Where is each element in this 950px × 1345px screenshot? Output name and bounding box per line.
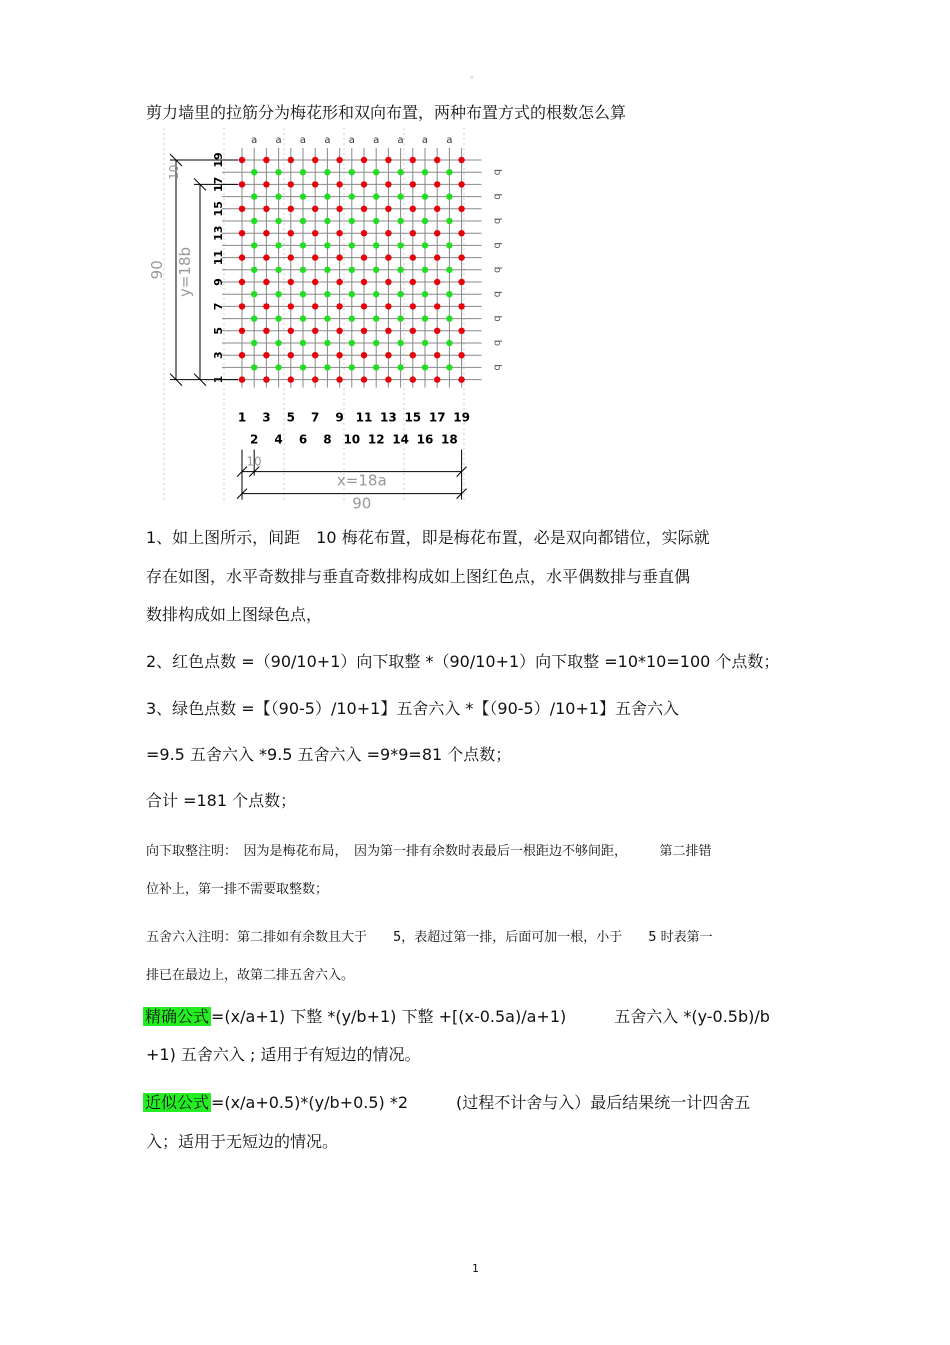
- red-tie-point: [385, 328, 391, 334]
- red-tie-point: [312, 376, 318, 382]
- red-tie-point: [336, 157, 342, 163]
- green-tie-point: [275, 267, 281, 273]
- green-tie-point: [300, 340, 306, 346]
- col-number-odd: 5: [286, 410, 295, 425]
- red-tie-point: [434, 279, 440, 285]
- green-tie-point: [446, 193, 452, 199]
- green-tie-point: [349, 315, 355, 321]
- col-number-even: 16: [416, 432, 434, 447]
- green-tie-point: [373, 267, 379, 273]
- spacing-label-a: a: [421, 135, 429, 146]
- red-tie-point: [434, 181, 440, 187]
- red-tie-point: [361, 303, 367, 309]
- red-tie-point: [361, 352, 367, 358]
- red-tie-point: [263, 279, 269, 285]
- green-tie-point: [349, 291, 355, 297]
- red-tie-point: [239, 328, 245, 334]
- row-number-label: 17: [212, 176, 225, 193]
- green-tie-point: [251, 242, 257, 248]
- red-tie-point: [434, 157, 440, 163]
- spacing-label-a: a: [251, 135, 258, 146]
- spacing-label-b: b: [491, 364, 503, 371]
- green-tie-point: [397, 169, 403, 175]
- green-tie-point: [275, 340, 281, 346]
- red-tie-point: [263, 181, 269, 187]
- page-number: 1: [472, 1262, 479, 1275]
- green-tie-point: [397, 242, 403, 248]
- green-tie-point: [446, 340, 452, 346]
- red-tie-point: [239, 157, 245, 163]
- paragraph-1-line-1: 1、如上图所示，间距 10 梅花布置，即是梅花布置，必是双向都错位，实际就: [146, 528, 710, 547]
- red-tie-point: [410, 279, 416, 285]
- red-tie-point: [336, 352, 342, 358]
- spacing-label-a: a: [373, 135, 380, 146]
- green-tie-point: [251, 169, 257, 175]
- green-tie-point: [300, 242, 306, 248]
- spacing-label-b: b: [491, 339, 503, 347]
- red-tie-point: [458, 328, 464, 334]
- red-tie-point: [410, 181, 416, 187]
- green-tie-point: [422, 291, 428, 297]
- col-number-even: 8: [323, 432, 332, 447]
- red-tie-point: [361, 157, 367, 163]
- green-tie-point: [397, 267, 403, 273]
- col-number-even: 10: [343, 432, 361, 447]
- red-tie-point: [263, 352, 269, 358]
- red-tie-point: [410, 254, 416, 260]
- green-tie-point: [324, 267, 330, 273]
- col-number-odd: 7: [311, 410, 320, 425]
- green-tie-point: [446, 242, 452, 248]
- green-tie-point: [300, 364, 306, 370]
- col-number-odd: 13: [380, 410, 397, 425]
- red-tie-point: [361, 279, 367, 285]
- red-tie-point: [312, 352, 318, 358]
- red-tie-point: [410, 206, 416, 212]
- spacing-label-b: b: [491, 193, 503, 200]
- spacing-label-b: b: [491, 291, 503, 298]
- header-mark: 。: [470, 70, 480, 81]
- exact-formula-line-2: +1) 五舍六入 ; 适用于有短边的情况。: [146, 1045, 421, 1064]
- green-tie-point: [349, 193, 355, 199]
- green-tie-point: [422, 340, 428, 346]
- green-tie-point: [373, 315, 379, 321]
- spacing-label-a: a: [446, 135, 453, 146]
- red-tie-point: [312, 254, 318, 260]
- red-tie-point: [288, 328, 294, 334]
- paragraph-2: 2、红色点数 =（90/10+1）向下取整 *（90/10+1）向下取整 =10*10=100 个点数；: [146, 652, 780, 671]
- green-tie-point: [251, 291, 257, 297]
- green-tie-point: [300, 218, 306, 224]
- red-tie-point: [312, 303, 318, 309]
- green-tie-point: [275, 242, 281, 248]
- red-tie-point: [458, 376, 464, 382]
- row-number-label: 1: [212, 375, 225, 384]
- green-tie-point: [324, 315, 330, 321]
- red-tie-point: [312, 328, 318, 334]
- red-tie-point: [263, 157, 269, 163]
- red-tie-point: [434, 376, 440, 382]
- green-tie-point: [300, 315, 306, 321]
- red-tie-point: [312, 181, 318, 187]
- green-tie-point: [324, 340, 330, 346]
- row-number-label: 13: [212, 225, 225, 241]
- red-tie-point: [288, 181, 294, 187]
- page-title: 剪力墙里的拉筋分为梅花形和双向布置，两种布置方式的根数怎么算: [146, 103, 627, 122]
- col-number-even: 4: [274, 432, 283, 447]
- red-tie-point: [263, 230, 269, 236]
- red-tie-point: [263, 303, 269, 309]
- red-tie-point: [336, 376, 342, 382]
- green-tie-point: [422, 315, 428, 321]
- exact-formula-text: =(x/a+1) 下整 *(y/b+1) 下整 +[(x-0.5a)/a+1) 五舍六入 *(y-0.5b)/b: [211, 1007, 770, 1026]
- red-tie-point: [458, 279, 464, 285]
- red-tie-point: [288, 352, 294, 358]
- green-tie-point: [422, 218, 428, 224]
- red-tie-point: [458, 181, 464, 187]
- col-number-even: 12: [367, 432, 385, 447]
- green-tie-point: [324, 364, 330, 370]
- red-tie-point: [336, 254, 342, 260]
- green-tie-point: [324, 218, 330, 224]
- green-tie-point: [349, 364, 355, 370]
- red-tie-point: [263, 206, 269, 212]
- row-number-label: 15: [212, 201, 225, 217]
- exact-formula-line-1: [143, 1005, 770, 1029]
- red-tie-point: [410, 157, 416, 163]
- green-tie-point: [373, 364, 379, 370]
- col-number-even: 18: [441, 432, 458, 447]
- row-number-label: 11: [212, 249, 225, 266]
- red-tie-point: [239, 352, 245, 358]
- paragraph-3-line-2: =9.5 五舍六入 *9.5 五舍六入 =9*9=81 个点数；: [146, 745, 512, 764]
- green-tie-point: [275, 364, 281, 370]
- green-tie-point: [373, 193, 379, 199]
- red-tie-point: [263, 376, 269, 382]
- row-number-label: 3: [212, 351, 225, 360]
- red-tie-point: [312, 157, 318, 163]
- green-tie-point: [300, 267, 306, 273]
- red-tie-point: [336, 206, 342, 212]
- paragraph-3-line-1: 3、绿色点数 =【（90-5）/10+1】五舍六入 *【（90-5）/10+1】五舍六入: [146, 699, 680, 718]
- red-tie-point: [385, 230, 391, 236]
- red-tie-point: [385, 157, 391, 163]
- green-tie-point: [275, 193, 281, 199]
- green-tie-point: [251, 340, 257, 346]
- red-tie-point: [458, 230, 464, 236]
- red-tie-point: [336, 328, 342, 334]
- red-tie-point: [385, 181, 391, 187]
- total-line: 合计 =181 个点数；: [146, 791, 297, 810]
- green-tie-point: [324, 242, 330, 248]
- spacing-label-b: b: [491, 266, 503, 273]
- dim-left-outer-label: 90: [148, 260, 166, 280]
- green-tie-point: [373, 169, 379, 175]
- red-tie-point: [361, 376, 367, 382]
- green-tie-point: [446, 218, 452, 224]
- green-tie-point: [397, 340, 403, 346]
- spacing-label-a: a: [299, 135, 307, 146]
- red-tie-point: [288, 206, 294, 212]
- red-tie-point: [361, 230, 367, 236]
- note-1-line-2: 位补上，第一排不需要取整数；: [146, 882, 329, 897]
- green-tie-point: [349, 340, 355, 346]
- green-tie-point: [300, 193, 306, 199]
- green-tie-point: [397, 291, 403, 297]
- red-tie-point: [312, 206, 318, 212]
- row-number-label: 19: [212, 152, 225, 168]
- spacing-label-a: a: [397, 135, 404, 146]
- approx-formula-line-2: 入；适用于无短边的情况。: [146, 1132, 339, 1151]
- green-tie-point: [397, 218, 403, 224]
- exact-formula-label: 精确公式: [145, 1007, 210, 1026]
- red-tie-point: [434, 206, 440, 212]
- red-tie-point: [385, 254, 391, 260]
- green-tie-point: [324, 169, 330, 175]
- col-number-odd: 1: [237, 410, 247, 425]
- spacing-label-b: b: [491, 315, 503, 322]
- red-tie-point: [239, 254, 245, 260]
- red-tie-point: [434, 230, 440, 236]
- red-tie-point: [239, 181, 245, 187]
- red-tie-point: [458, 206, 464, 212]
- green-tie-point: [275, 169, 281, 175]
- spacing-label-a: a: [275, 135, 282, 146]
- red-tie-point: [336, 181, 342, 187]
- red-tie-point: [385, 303, 391, 309]
- green-tie-point: [373, 340, 379, 346]
- spacing-label-a: a: [324, 135, 331, 146]
- col-number-even: 6: [298, 432, 308, 447]
- red-tie-point: [434, 254, 440, 260]
- green-tie-point: [324, 291, 330, 297]
- red-tie-point: [434, 352, 440, 358]
- red-tie-point: [263, 328, 269, 334]
- green-tie-point: [300, 291, 306, 297]
- red-tie-point: [288, 254, 294, 260]
- approx-formula-text: =(x/a+0.5)*(y/b+0.5) *2 (过程不计舍与入）最后结果统一计四舍五: [211, 1093, 751, 1112]
- green-tie-point: [349, 169, 355, 175]
- red-tie-point: [239, 376, 245, 382]
- green-tie-point: [275, 291, 281, 297]
- note-2-line-1: 五舍六入注明：第二排如有余数且大于 5，表超过第一排，后面可加一根，小于 5 时表第一: [146, 930, 713, 945]
- col-number-odd: 19: [453, 410, 470, 425]
- paragraph-1-line-3: 数排构成如上图绿色点，: [146, 605, 323, 624]
- dim-left-small-label: 10: [167, 164, 181, 180]
- row-number-label: 7: [212, 302, 225, 311]
- red-tie-point: [434, 328, 440, 334]
- spacing-label-b: b: [491, 169, 503, 176]
- green-tie-point: [422, 193, 428, 199]
- red-tie-point: [458, 303, 464, 309]
- col-number-odd: 9: [335, 410, 344, 425]
- green-tie-point: [446, 315, 452, 321]
- red-tie-point: [385, 352, 391, 358]
- green-tie-point: [446, 169, 452, 175]
- green-tie-point: [275, 218, 281, 224]
- col-number-odd: 15: [404, 410, 422, 425]
- red-tie-point: [361, 206, 367, 212]
- red-tie-point: [361, 181, 367, 187]
- note-2-line-2: 排已在最边上，故第二排五舍六入。: [146, 968, 355, 983]
- green-tie-point: [251, 364, 257, 370]
- row-number-label: 5: [212, 326, 225, 335]
- dim-bottom-inner-label: x=18a: [336, 471, 387, 490]
- col-number-even: 2: [250, 432, 259, 447]
- red-tie-point: [336, 303, 342, 309]
- col-number-odd: 3: [262, 410, 271, 425]
- dim-bottom-small-label: 10: [246, 454, 262, 469]
- green-tie-point: [349, 218, 355, 224]
- green-tie-point: [397, 315, 403, 321]
- green-tie-point: [251, 267, 257, 273]
- red-tie-point: [312, 230, 318, 236]
- red-tie-point: [361, 328, 367, 334]
- col-number-odd: 11: [355, 410, 373, 425]
- green-tie-point: [373, 242, 379, 248]
- spacing-label-a: a: [348, 135, 355, 146]
- green-tie-point: [446, 291, 452, 297]
- red-tie-point: [434, 303, 440, 309]
- green-tie-point: [446, 364, 452, 370]
- red-tie-point: [336, 279, 342, 285]
- red-tie-point: [239, 279, 245, 285]
- red-tie-point: [410, 230, 416, 236]
- red-tie-point: [288, 279, 294, 285]
- green-tie-point: [251, 193, 257, 199]
- green-tie-point: [251, 218, 257, 224]
- red-tie-point: [385, 279, 391, 285]
- red-tie-point: [361, 254, 367, 260]
- red-tie-point: [410, 352, 416, 358]
- red-tie-point: [263, 254, 269, 260]
- red-tie-point: [410, 303, 416, 309]
- green-tie-point: [300, 169, 306, 175]
- red-tie-point: [288, 303, 294, 309]
- green-tie-point: [422, 364, 428, 370]
- green-tie-point: [349, 267, 355, 273]
- note-1-line-1: 向下取整注明： 因为是梅花布局， 因为第一排有余数时表最后一根距边不够间距， 第二排错: [146, 844, 712, 859]
- row-number-label: 9: [212, 278, 225, 286]
- red-tie-point: [288, 230, 294, 236]
- red-tie-point: [239, 230, 245, 236]
- spacing-label-b: b: [491, 242, 503, 249]
- paragraph-1-line-2: 存在如图，水平奇数排与垂直奇数排构成如上图红色点，水平偶数排与垂直偶: [146, 567, 691, 586]
- red-tie-point: [458, 352, 464, 358]
- red-tie-point: [288, 376, 294, 382]
- green-tie-point: [349, 242, 355, 248]
- green-tie-point: [422, 169, 428, 175]
- red-tie-point: [239, 206, 245, 212]
- red-tie-point: [458, 157, 464, 163]
- spacing-label-b: b: [491, 217, 503, 225]
- green-tie-point: [275, 315, 281, 321]
- approx-formula-line-1: [143, 1091, 750, 1115]
- green-tie-point: [446, 267, 452, 273]
- red-tie-point: [385, 206, 391, 212]
- col-number-even: 14: [392, 432, 409, 447]
- green-tie-point: [251, 315, 257, 321]
- red-tie-point: [288, 157, 294, 163]
- green-tie-point: [373, 291, 379, 297]
- red-tie-point: [336, 230, 342, 236]
- green-tie-point: [397, 193, 403, 199]
- dim-bottom-outer-label: 90: [352, 494, 372, 513]
- red-tie-point: [385, 376, 391, 382]
- green-tie-point: [324, 193, 330, 199]
- green-tie-point: [373, 218, 379, 224]
- red-tie-point: [312, 279, 318, 285]
- tie-bar-grid-figure: [148, 128, 510, 513]
- dim-left-inner-label: y=18b: [176, 246, 194, 298]
- red-tie-point: [239, 303, 245, 309]
- red-tie-point: [410, 376, 416, 382]
- col-number-odd: 17: [428, 410, 446, 425]
- green-tie-point: [422, 242, 428, 248]
- green-tie-point: [422, 267, 428, 273]
- approx-formula-label: 近似公式: [145, 1093, 210, 1112]
- green-tie-point: [397, 364, 403, 370]
- red-tie-point: [458, 254, 464, 260]
- red-tie-point: [410, 328, 416, 334]
